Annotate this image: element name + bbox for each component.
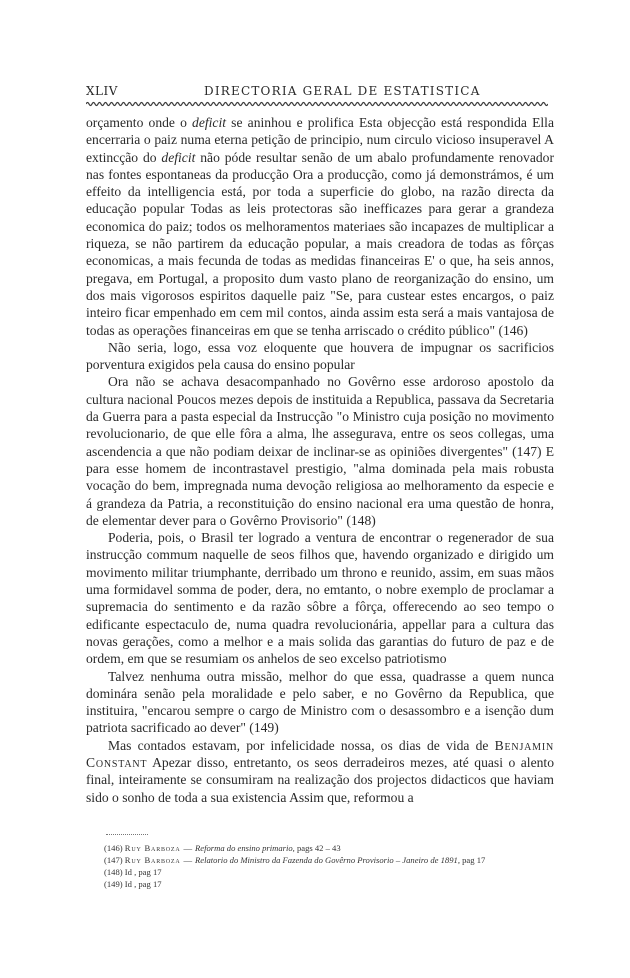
footnote-148: (148) Id , pag 17 — [104, 867, 162, 877]
footnotes — [104, 842, 554, 890]
paragraph-6: Mas contados estavam, por infelicidade nossa, os dias de vida de Benjamin Constant Apezar disso, entretanto, os seos derradeiros mezes, até quasi o alento final, inteiramente se consumiram na realização dos projectos didacticos que haviam sido o sonho de toda a sua existencia Assim que, reformou a — [86, 737, 554, 805]
footnote-149: (149) Id , pag 17 — [104, 879, 162, 889]
emphasis-deficit: deficit — [192, 115, 227, 130]
paragraph-3: Ora não se achava desacompanhado no Govêrno esse ardoroso apostolo da cultura nacional Poucos mezes depois de instituida a Republica, passava da Secretaria da Guerra para a pasta especial da Instrucção "o Ministro cuja posição no movimento revolucionario, de que elle fôra a alma, lhe assegurava, entre os seos collegas, uma ascendencia a que não podiam deixar de inclinar-se as opiniões divergentes" (147) E para esse homem de incontrastavel prestigio, "alma dominada pela mais robusta vocação do bem, impregnada numa devoção religiosa ao melhoramento da especie e á grandeza da Patria, a reconstituição do ensino nacional era uma questão de honra, de elementar dever para o Govêrno Provisorio" (148) — [86, 374, 554, 528]
paragraph-4: Poderia, pois, o Brasil ter logrado a ventura de encontrar o regenerador de sua instrucção commum naquelle de seos filhos que, havendo organizado e dirigido um movimento militar triumphante, derribado um throno e reunido, assim, em suas mãos uma formidavel somma de poder, dera, no emtanto, o nobre exemplo de proclamar a supremacia do sentimento e da razão sôbre a fôrça, offerecendo ao seo tempo o edificante espectaculo de, numa quadra revolucionária, appellar para a cultura das novas gerações, como a melhor e a mais solida das garantias do futuro de paz e de ordem, em que se resumiam os anhelos de seo excelso patriotismo — [86, 530, 554, 667]
paragraph-1: orçamento onde o deficit se aninhou e prolifica Esta objecção está respondida Ella encerraria o paiz numa eterna petição de principio, num circulo vicioso insuperavel A extincção do deficit não póde resultar senão de um abalo profundamente renovador nas fontes espontaneas da producção Ora a producção, como já demonstrámos, é um effeito da intelligencia está, por toda a superficie do globo, na razão directa da educação popular Todas as leis protectoras são inefficazes para gerar a grandeza economica do paiz; todos os melhoramentos materiaes são incapazes de multiplicar a riqueza, se não partirem da educação popular, a mais creadora de todas as fôrças economicas, a mais fecunda de todas as medidas financeiras E' o que, ha seis annos, pregava, em Portugal, a proposito dum vasto plano de reorganização do ensino, um dos mais vigorosos espiritos daquelle paiz "Se, para custear estes encargos, o paiz inteiro ficar empenhado em cem mil contos, ainda assim esta será a mais vantajosa de todas as operações financeiras em que se tenha arriscado o crédito público" (146) — [86, 115, 554, 338]
page-number: XLIV — [86, 84, 118, 98]
footnote-146: (146) Ruy Barboza — Reforma do ensino primario, pags 42 – 43 — [104, 843, 341, 853]
footnote-rule — [106, 834, 148, 836]
paragraph-5: Talvez nenhuma outra missão, melhor do que essa, quadrasse a quem nunca dominára senão pela moralidade e pelo saber, e no Govêrno da Republica, que instituira, "encarou sempre o cargo de Ministro com o desassombro e a isenção dum patriota sacrificado ao dever" (149) — [86, 668, 554, 736]
body-text — [86, 114, 554, 806]
paragraph-2: Não seria, logo, essa voz eloquente que houvera de impugnar os sacrificios porventura exigidos pela causa do ensino popular — [86, 339, 554, 373]
running-title: DIRECTORIA GERAL DE ESTATISTICA — [204, 84, 481, 98]
running-header — [86, 84, 548, 104]
emphasis-deficit: deficit — [161, 149, 196, 165]
wavy-rule-ornament — [86, 100, 548, 108]
footnote-147: (147) Ruy Barboza — Relatorio do Ministro da Fazenda do Govêrno Provisorio – Janeiro de 1891, pag 17 — [104, 855, 486, 865]
person-name-small-caps: Benjamin Constant — [86, 737, 554, 770]
